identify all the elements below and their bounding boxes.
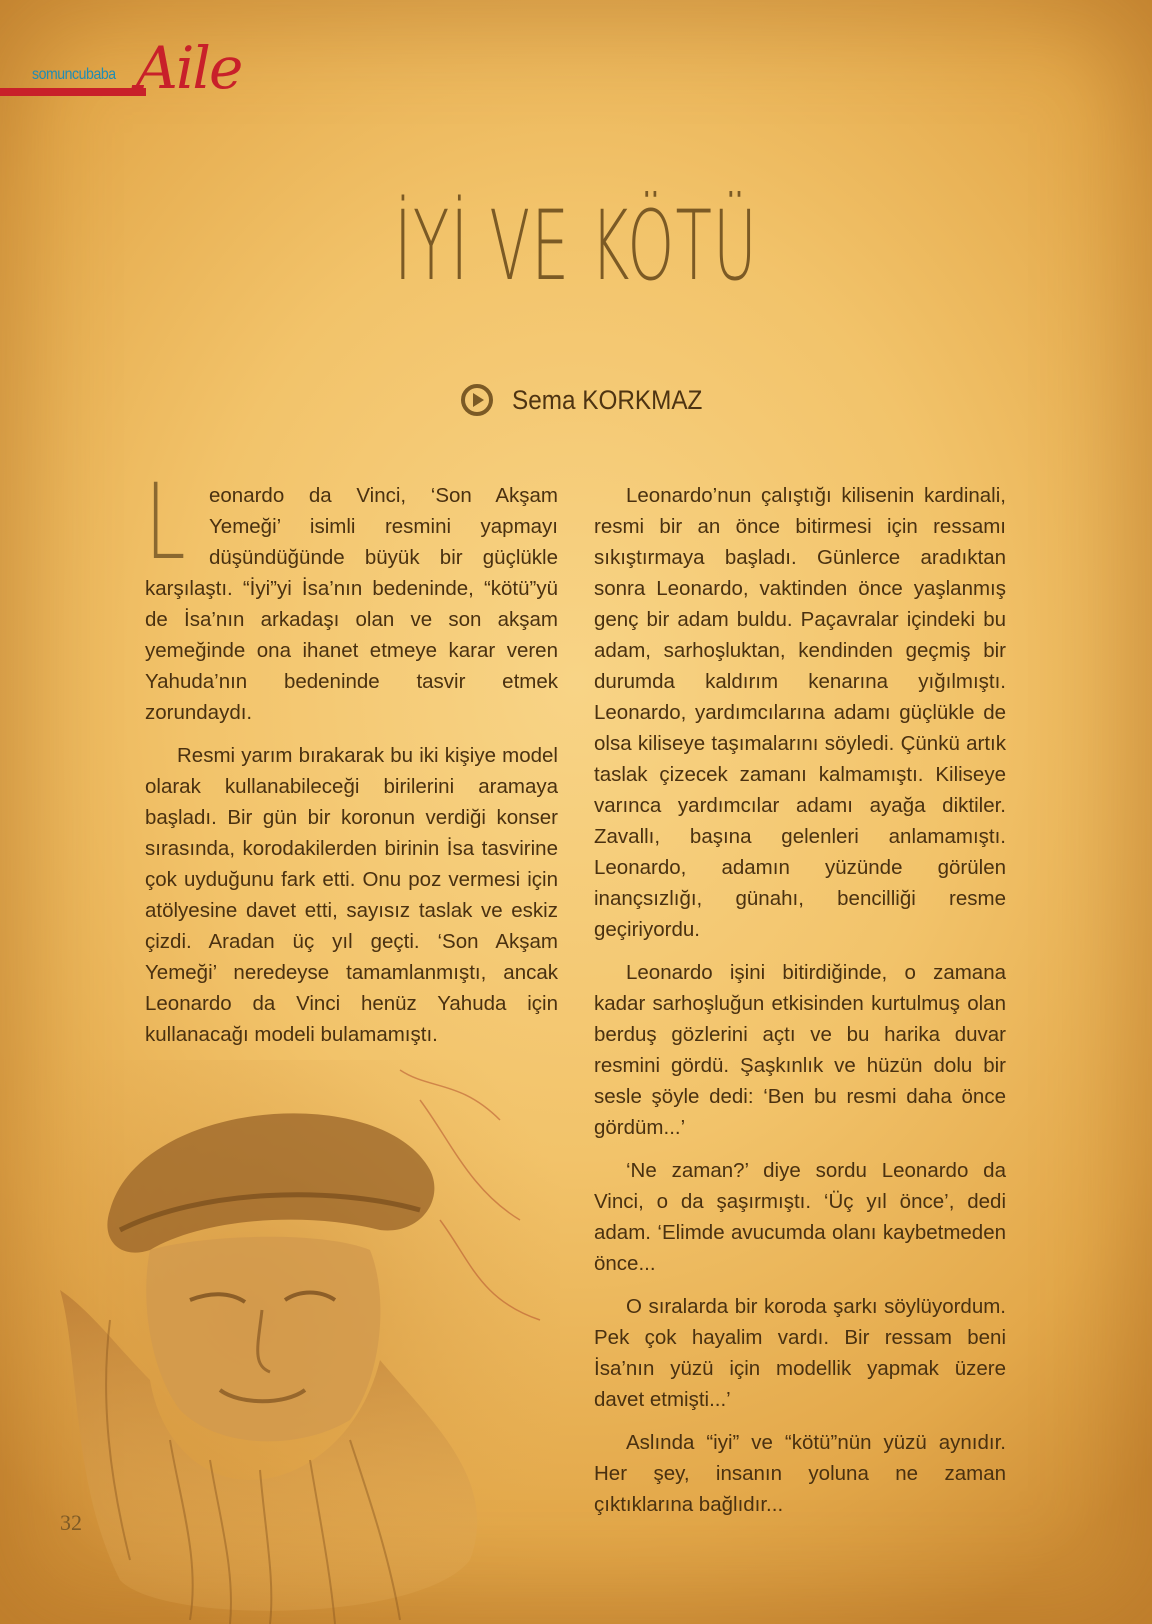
masthead-red-bar — [0, 88, 146, 96]
article-paragraph: Leonardo işini bitirdiğinde, o zamana kadar sarhoşluğun etkisinden kurtulmuş olan berduş gözlerini açtı ve bu harika duvar resmini gördü. Şaşkınlık ve hüzün dolu bir sesle şöyle dedi: ‘Ben bu resmi daha önce gördüm...’ — [594, 961, 1006, 1139]
article-column-right — [594, 480, 1006, 1532]
article-paragraph: O sıralarda bir koroda şarkı söylüyordum. Pek çok hayalim vardı. Bir ressam beni İsa’nın yüzü için modellik yapmak üzere davet etmişti...’ — [594, 1295, 1006, 1411]
play-circle-icon — [460, 383, 494, 417]
article-column-left — [145, 461, 558, 1062]
article-paragraph: ‘Ne zaman?’ diye sordu Leonardo da Vinci, o da şaşırmıştı. ‘Üç yıl önce’, dedi adam. ‘Elimde avucumda olanı kaybetmeden önce... — [594, 1159, 1006, 1275]
article-paragraph: Leonardo’nun çalıştığı kilisenin kardinali, resmi bir an önce bitirmesi için ressamı sıkıştırmaya başladı. Günlerce aradıktan sonra Leonardo, vaktinden önce yaşlanmış genç bir adam buldu. Paçavralar içindeki bu adam, sarhoşluktan, kendinden geçmiş bir durumda kaldırım kenarına yığılmıştı. Leonardo, yardımcılarına adamı güçlükle de olsa kiliseye taşımalarını söyledi. Çünkü artık taslak çizecek zamanı kalmamıştı. Kiliseye varınca yardımcılar adamı ayağa diktiler. Zavallı, başına gelenleri anlamamıştı. Leonardo, adamın yüzünde görülen inançsızlığı, günahı, bencilliği resme geçiriyordu. — [594, 484, 1006, 941]
article-title: İYİ VE KÖTÜ — [394, 190, 758, 302]
masthead-brand-script: Aile — [136, 34, 242, 102]
article-paragraph: Aslında “iyi” ve “kötü”nün yüzü aynıdır. Her şey, insanın yoluna ne zaman çıktıklarına bağlıdır... — [594, 1431, 1006, 1516]
author-line — [460, 378, 724, 422]
paragraph-text: eonardo da Vinci, ‘Son Akşam Yemeği’ isimli resmini yapmayı düşündüğünde büyük bir güçlükle karşılaştı. “İyi”yi İsa’nın bedeninde, “kötü”yü de İsa’nın arkadaşı olan ve son akşam yemeğinde ona ihanet etmeye karar veren Yahuda’nın bedeninde tasvir etmek zorundaydı. — [145, 484, 558, 724]
article-paragraph — [145, 461, 558, 728]
article-paragraph: Resmi yarım bırakarak bu iki kişiye model olarak kullanabileceği birilerini aramaya başladı. Bir gün bir koronun verdiği konser sırasında, korodakilerden birinin İsa tasvirine çok uyduğunu fark etti. Onu poz vermesi için atölyesine davet etti, sayısız taslak ve eskiz çizdi. Aradan üç yıl geçti. ‘Son Akşam Yemeği’ neredeyse tamamlanmıştı, ancak Leonardo da Vinci henüz Yahuda için kullanacağı modeli bulamamıştı. — [145, 744, 558, 1046]
page-number: 32 — [60, 1510, 82, 1535]
author-name: Sema KORKMAZ — [512, 384, 703, 415]
masthead-brand-small: somuncubaba — [32, 66, 116, 83]
masthead-logo — [0, 34, 260, 110]
leonardo-portrait-illustration — [0, 1060, 560, 1624]
drop-cap: L — [145, 461, 186, 583]
